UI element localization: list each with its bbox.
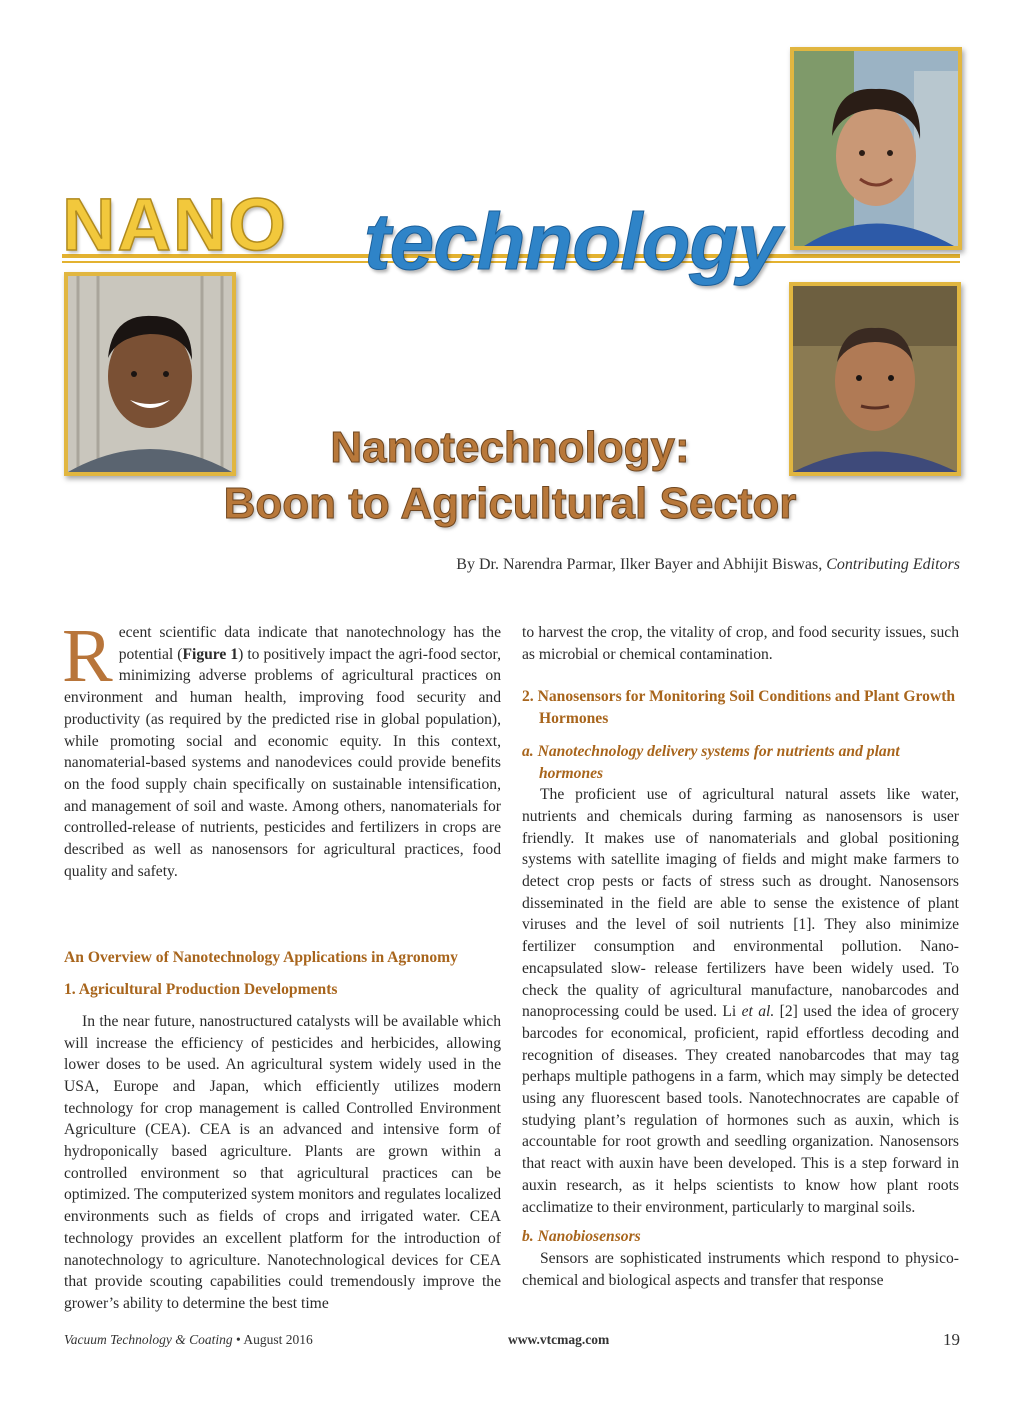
dropcap-letter: R xyxy=(62,614,113,698)
author-photo-top xyxy=(790,47,962,250)
byline-role: Contributing Editors xyxy=(826,556,960,573)
intro-paragraph xyxy=(62,614,501,882)
subsection-a-heading: a. Nanotechnology delivery systems for nutrients and plant hormones xyxy=(522,742,900,782)
subsection-a-paragraph xyxy=(522,784,959,1218)
article-title-line2: Boon to Agricultural Sector xyxy=(223,479,797,528)
subsection-b-paragraph: Sensors are sophisticated instruments which respond to physico-chemical and biological aspects and transfer that response xyxy=(522,1249,959,1289)
right-column xyxy=(522,622,959,1291)
left-column xyxy=(62,614,501,1315)
figure-reference: Figure 1 xyxy=(182,645,239,663)
subsection-a-text-1: The proficient use of agricultural natural assets like water, nutrients and chemicals during farming as nanosensors is user friendly. It makes use of nanomaterials and global positioning systems with satellite imaging of fields and might make farmers to detect crop pests or facts of stress such as drought. Nanosensors disseminated in the field are able to sense the existence of plant viruses and the level of soil nutrients [1]. They also minimize fertilizer consumption and environmental pollution. Nano-encapsulated slow- release fertilizers have been widely used. To check the quality of agricultural manufacture, nanobarcodes and nanoprocessing could be used. Li xyxy=(522,786,959,1021)
intro-text-a: ecent scientific data indicate that nanotechnology has the potential ( xyxy=(118,624,501,663)
footer-magazine-name: Vacuum Technology & Coating xyxy=(64,1332,233,1347)
article-byline xyxy=(456,556,960,574)
subsection-a-text-2: [2] used the idea of grocery barcodes for economical, proficient, rapid effortless decoding and recognition of diseases. They created nanobarcodes that may tag perhaps multiple pathogens in a farm, which may simply be detected using any fluorescent based tools. Nanotechnocrates are capable of studying plant’s regulation of hormones such as auxin, which is accountable for root growth and seedling organization. Nanosensors that react with auxin have been developed. This is a step forward in auxin research, as it helps scientists to know how plant roots acclimatize to their environment, particularly to marginal soils. xyxy=(522,1003,959,1216)
section1-paragraph: In the near future, nanostructured catalysts will be available which will increase the efficiency of pesticides and herbicides, allowing lower doses to be used. An agricultural system widely used in the USA, Europe and Japan, which efficiently utilizes modern technology for crop management is called Controlled Environment Agriculture (CEA). CEA is an advanced and intensive form of hydroponically based agriculture. Plants are grown within a controlled environment so that agricultural practices can be optimized. The computerized system monitors and regulates localized environments such as fields of crops and irrigated water. CEA technology provides an excellent platform for the introduction of nanotechnology to agriculture. Nanotechnological devices for CEA that provide scouting capabilities could tremendously improve the grower’s ability to determine the best time xyxy=(64,1012,501,1312)
section2-heading: 2. Nanosensors for Monitoring Soil Conditions and Plant Growth Hormones xyxy=(522,688,956,728)
banner-technology-word: technology xyxy=(364,197,781,286)
byline-authors: By Dr. Narendra Parmar, Ilker Bayer and Abhijit Biswas, xyxy=(456,556,827,573)
continuation-paragraph: to harvest the crop, the vitality of crop, and food security issues, such as microbial or chemical contamination. xyxy=(522,624,959,663)
banner-nano-word: NANO xyxy=(62,183,288,266)
subsection-b-heading: b. Nanobiosensors xyxy=(522,1228,641,1246)
overview-heading: An Overview of Nanotechnology Applications in Agronomy xyxy=(64,949,458,967)
footer-magazine xyxy=(64,1332,313,1348)
article-title-line1: Nanotechnology: xyxy=(330,423,690,472)
intro-text-b: ) to positively impact the agri-food sector, minimizing adverse problems of agricultural practices on environment and human health, improving food security and productivity (as required by the predicted rise in global population), while promoting social and economic equity. In this context, nanomaterial-based systems and nanodevices could provide benefits on the food supply chain specifically on sustainable intensification, and management of soil and waste. Among others, nanomaterials for controlled-release of nutrients, pesticides and fertilizers in crops are described as well as nanosensors for agricultural practices, food quality and safety. xyxy=(64,645,501,880)
footer-url[interactable]: www.vtcmag.com xyxy=(508,1332,610,1347)
article-title xyxy=(150,420,870,532)
et-al-citation: et al. xyxy=(741,1003,775,1021)
page-number: 19 xyxy=(943,1330,960,1349)
section1-heading: 1. Agricultural Production Developments xyxy=(64,981,338,999)
footer-issue: • August 2016 xyxy=(232,1332,313,1347)
